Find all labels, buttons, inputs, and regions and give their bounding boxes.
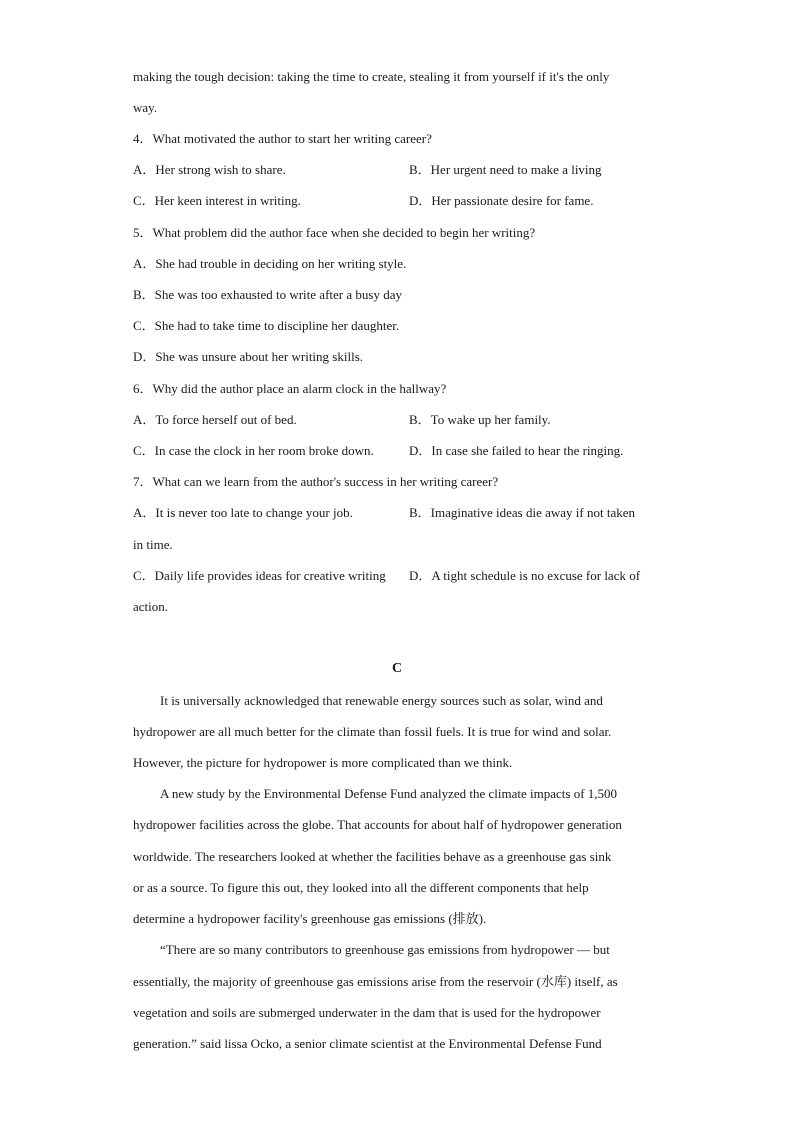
- paragraph-2-line-2: hydropower facilities across the globe. That accounts for about half of hydropower generation: [133, 817, 622, 832]
- paragraph-2-line-3: worldwide. The researchers looked at whether the facilities behave as a greenhouse gas sink: [133, 849, 612, 864]
- question-4-option-d: D．Her passionate desire for fame.: [409, 193, 594, 208]
- question-6-option-d: D．In case she failed to hear the ringing.: [409, 443, 624, 458]
- question-4-option-c: C．Her keen interest in writing.: [133, 193, 301, 208]
- question-5-option-c: C．She had to take time to discipline her daughter.: [133, 318, 400, 333]
- paragraph-3-line-1: “There are so many contributors to greenhouse gas emissions from hydropower — but: [160, 942, 610, 957]
- paragraph-1-line-1: It is universally acknowledged that renewable energy sources such as solar, wind and: [160, 693, 603, 708]
- question-7-option-b-continued: in time.: [133, 537, 173, 552]
- question-5-option-d: D．She was unsure about her writing skills.: [133, 349, 364, 364]
- paragraph-1-line-3: However, the picture for hydropower is more complicated than we think.: [133, 755, 513, 770]
- paragraph-2-line-1: A new study by the Environmental Defense Fund analyzed the climate impacts of 1,500: [160, 786, 618, 801]
- paragraph-3-line-2: essentially, the majority of greenhouse gas emissions arise from the reservoir (水库) itself, as: [133, 974, 618, 989]
- question-7-option-d: D．A tight schedule is no excuse for lack of: [409, 568, 641, 583]
- paragraph-3-line-4: generation.” said lissa Ocko, a senior climate scientist at the Environmental Defense Fund: [133, 1036, 602, 1051]
- question-5-stem: 5．What problem did the author face when she decided to begin her writing?: [133, 225, 536, 240]
- question-6-option-a: A．To force herself out of bed.: [133, 412, 297, 427]
- paragraph-1-line-2: hydropower are all much better for the climate than fossil fuels. It is true for wind and solar.: [133, 724, 612, 739]
- question-7-option-a: A．It is never too late to change your job.: [133, 505, 353, 520]
- paragraph-2-line-4: or as a source. To figure this out, they looked into all the different components that help: [133, 880, 589, 895]
- question-6-option-c: C．In case the clock in her room broke down.: [133, 443, 374, 458]
- question-6-option-b: B．To wake up her family.: [409, 412, 551, 427]
- question-7-option-c: C．Daily life provides ideas for creative writing: [133, 568, 386, 583]
- question-4-option-a: A．Her strong wish to share.: [133, 162, 286, 177]
- question-7-option-d-continued: action.: [133, 599, 169, 614]
- section-heading: C: [391, 661, 403, 676]
- question-4-option-b: B．Her urgent need to make a living: [409, 162, 602, 177]
- question-5-option-b: B．She was too exhausted to write after a busy day: [133, 287, 402, 302]
- question-5-option-a: A．She had trouble in deciding on her writing style.: [133, 256, 407, 271]
- intro-line-1: making the tough decision: taking the time to create, stealing it from yourself if it's the only: [133, 69, 610, 84]
- intro-line-2: way.: [133, 100, 158, 115]
- question-6-stem: 6．Why did the author place an alarm clock in the hallway?: [133, 381, 447, 396]
- question-7-stem: 7．What can we learn from the author's success in her writing career?: [133, 474, 499, 489]
- paragraph-2-line-5: determine a hydropower facility's greenhouse gas emissions (排放).: [133, 911, 487, 926]
- paragraph-3-line-3: vegetation and soils are submerged underwater in the dam that is used for the hydropower: [133, 1005, 601, 1020]
- question-4-stem: 4．What motivated the author to start her writing career?: [133, 131, 432, 146]
- question-7-option-b: B．Imaginative ideas die away if not taken: [409, 505, 635, 520]
